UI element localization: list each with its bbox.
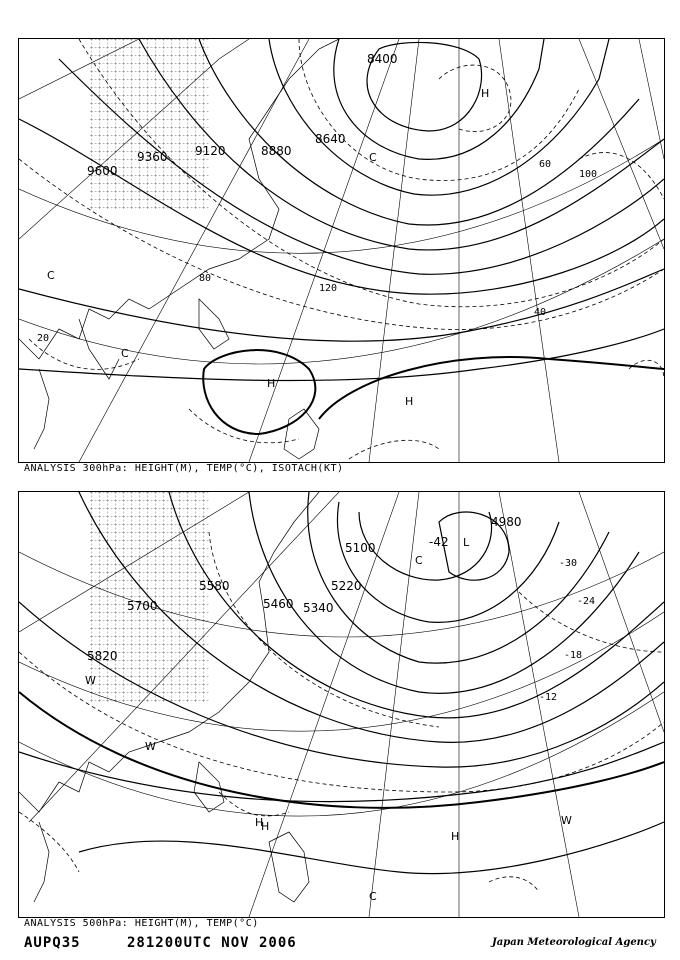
chart-code: AUPQ35 <box>24 935 81 951</box>
height-label: 8640 <box>315 132 346 146</box>
height-label: 5220 <box>331 579 362 593</box>
height-label: 4980 <box>491 515 522 529</box>
hatched-region-300 <box>89 39 209 209</box>
valid-time: 281200UTC NOV 2006 <box>127 935 297 951</box>
temp-label: -18 <box>564 650 583 661</box>
height-label: 5580 <box>199 579 230 593</box>
height-label: 8400 <box>367 52 398 66</box>
map-500hpa-svg <box>19 492 664 917</box>
height-label: 9600 <box>87 164 118 178</box>
isotach-label: 60 <box>539 159 552 170</box>
system-label: C <box>121 347 129 360</box>
system-label: W <box>85 674 96 687</box>
system-label: H <box>267 377 276 390</box>
temp-label: -42 <box>429 535 449 549</box>
isotach-label: 120 <box>319 283 338 294</box>
height-label: 5820 <box>87 649 118 663</box>
system-label: C <box>47 269 55 282</box>
temp-label: -30 <box>559 558 578 569</box>
caption-300hpa: ANALYSIS 300hPa: HEIGHT(M), TEMP(°C), ISOTACH(KT) <box>24 463 344 474</box>
temp-label: -12 <box>539 692 558 703</box>
system-label: C <box>369 890 377 903</box>
height-label: 5340 <box>303 601 334 615</box>
map-300hpa-svg <box>19 39 664 462</box>
system-label: H <box>405 395 414 408</box>
height-label: 5700 <box>127 599 158 613</box>
thick-contour-500 <box>19 692 664 808</box>
system-label: C <box>415 554 423 567</box>
system-label: C <box>369 151 377 164</box>
map-panel-300hpa <box>18 38 665 463</box>
height-label: 9120 <box>195 144 226 158</box>
system-label: H <box>261 820 270 833</box>
height-label: 5460 <box>263 597 294 611</box>
system-label: W <box>145 740 156 753</box>
temp-label: -24 <box>577 596 596 607</box>
isotach-label: 40 <box>534 307 547 318</box>
isotach-label: 100 <box>579 169 598 180</box>
isotach-label: 20 <box>37 333 50 344</box>
height-label: 9360 <box>137 150 168 164</box>
system-label: H <box>481 87 490 100</box>
isotach-label: 80 <box>199 273 212 284</box>
height-label: 5100 <box>345 541 376 555</box>
system-label: L <box>463 536 470 549</box>
system-label: H <box>451 830 460 843</box>
thick-contour-300 <box>203 350 664 434</box>
agency-name: Japan Meteorological Agency <box>492 937 656 948</box>
map-panel-500hpa <box>18 491 665 918</box>
height-label: 8880 <box>261 144 292 158</box>
caption-500hpa: ANALYSIS 500hPa: HEIGHT(M), TEMP(°C) <box>24 918 259 929</box>
system-label: H <box>255 816 264 829</box>
system-label: W <box>561 814 572 827</box>
